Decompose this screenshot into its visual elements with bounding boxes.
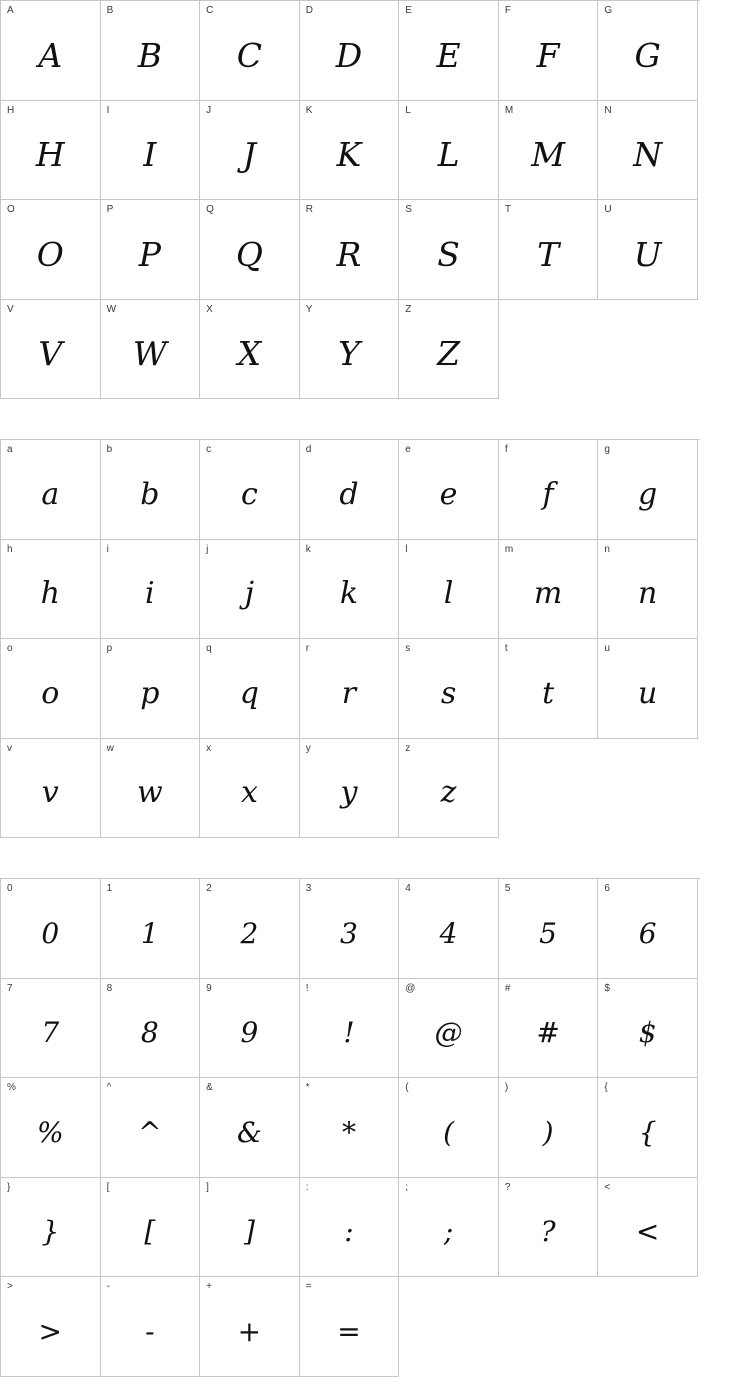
- glyph-code-label: ?: [504, 1181, 511, 1193]
- glyph-cell[interactable]: [598, 1078, 698, 1178]
- glyph-sample: Z: [437, 334, 460, 374]
- glyph-cell[interactable]: [598, 979, 698, 1079]
- glyph-code-label: R: [305, 204, 313, 215]
- glyph-cell[interactable]: [300, 1078, 400, 1178]
- glyph-code-label: j: [206, 543, 209, 555]
- glyph-sample: C: [236, 35, 263, 75]
- glyph-sample: g: [638, 476, 658, 512]
- glyph-sample: k: [339, 576, 359, 612]
- glyph-sample: 1: [140, 916, 159, 950]
- glyph-cell[interactable]: [101, 1178, 201, 1278]
- glyph-sample: -: [145, 1314, 155, 1348]
- glyph-sample: ;: [443, 1215, 454, 1249]
- glyph-sample: J: [242, 135, 257, 175]
- glyph-code-label: N: [604, 104, 612, 116]
- glyph-sample: <: [635, 1215, 660, 1249]
- glyph-code-label: J: [206, 104, 212, 116]
- glyph-cell[interactable]: [101, 200, 201, 300]
- glyph-sample: }: [41, 1215, 60, 1249]
- lowercase-glyph-grid: [0, 439, 700, 838]
- glyph-sample: #: [536, 1016, 560, 1050]
- glyph-sample: i: [145, 576, 155, 612]
- glyph-code-label: L: [405, 104, 411, 116]
- glyph-code-label: >: [7, 1281, 13, 1292]
- glyph-sample: 2: [240, 916, 259, 950]
- glyph-code-label: f: [504, 444, 508, 455]
- glyph-cell[interactable]: [1, 1, 101, 101]
- glyph-code-label: Y: [305, 303, 313, 315]
- glyph-code-label: x: [206, 742, 212, 754]
- glyph-cell[interactable]: [200, 200, 300, 300]
- glyph-cell[interactable]: [200, 540, 300, 640]
- glyph-sample: T: [537, 234, 560, 274]
- glyph-cell[interactable]: [1, 1277, 101, 1377]
- glyph-sample: @: [434, 1016, 463, 1050]
- glyph-cell[interactable]: [598, 1178, 698, 1278]
- glyph-sample: !: [343, 1016, 355, 1050]
- glyph-cell[interactable]: [499, 540, 599, 640]
- glyph-code-label: A: [7, 5, 14, 16]
- glyph-code-label: 7: [7, 982, 13, 994]
- glyph-code-label: z: [405, 742, 411, 754]
- glyph-code-label: P: [106, 204, 114, 215]
- glyph-code-label: y: [305, 742, 311, 754]
- glyph-cell[interactable]: [399, 540, 499, 640]
- glyph-sample: O: [36, 234, 64, 274]
- glyph-code-label: s: [405, 643, 411, 654]
- glyph-sample: M: [531, 135, 565, 175]
- glyph-cell[interactable]: [598, 1, 698, 101]
- glyph-sample: %: [36, 1115, 64, 1149]
- glyph-cell[interactable]: [499, 979, 599, 1079]
- glyph-code-label: 8: [106, 982, 113, 994]
- glyph-code-label: !: [305, 982, 309, 994]
- glyph-cell[interactable]: [101, 639, 201, 739]
- glyph-sample: y: [340, 775, 358, 811]
- glyph-cell[interactable]: [399, 300, 499, 400]
- glyph-sample: Y: [338, 334, 360, 374]
- glyph-sample: {: [638, 1115, 657, 1149]
- glyph-sample: A: [38, 35, 63, 75]
- glyph-cell[interactable]: [598, 200, 698, 300]
- glyph-code-label: I: [106, 104, 110, 116]
- glyph-cell[interactable]: [499, 879, 599, 979]
- glyph-code-label: Z: [405, 303, 412, 315]
- glyph-sample: r: [341, 675, 357, 711]
- glyph-code-label: i: [106, 543, 109, 555]
- glyph-code-label: $: [604, 982, 610, 994]
- glyph-sample: =: [337, 1314, 361, 1348]
- glyph-code-label: 1: [106, 883, 113, 894]
- glyph-cell[interactable]: [200, 300, 300, 400]
- glyph-cell[interactable]: [101, 300, 201, 400]
- glyph-code-label: {: [604, 1082, 608, 1093]
- glyph-sample: 5: [539, 916, 557, 950]
- glyph-sample: u: [637, 675, 658, 711]
- glyph-cell[interactable]: [200, 639, 300, 739]
- glyph-code-label: t: [504, 643, 508, 654]
- glyph-cell[interactable]: [200, 879, 300, 979]
- glyph-code-label: ;: [405, 1181, 409, 1193]
- glyph-code-label: 0: [7, 883, 13, 894]
- glyph-code-label: K: [305, 104, 313, 116]
- glyph-code-label: *: [305, 1082, 310, 1093]
- glyph-cell[interactable]: [1, 739, 101, 839]
- glyph-cell[interactable]: [1, 1178, 101, 1278]
- glyph-code-label: o: [7, 643, 13, 654]
- glyph-cell[interactable]: [1, 979, 101, 1079]
- glyph-code-label: :: [305, 1181, 309, 1193]
- glyph-cell[interactable]: [598, 639, 698, 739]
- glyph-cell[interactable]: [200, 1277, 300, 1377]
- glyph-sample: >: [38, 1314, 63, 1348]
- glyph-sample: V: [38, 334, 63, 374]
- glyph-code-label: O: [7, 204, 15, 215]
- glyph-cell[interactable]: [300, 540, 400, 640]
- glyph-sample: Q: [235, 234, 263, 274]
- glyph-sample: n: [637, 576, 658, 612]
- glyph-code-label: F: [504, 5, 511, 16]
- glyph-sample: 9: [240, 1016, 259, 1050]
- glyph-cell[interactable]: [101, 101, 201, 201]
- glyph-code-label: v: [7, 742, 12, 754]
- glyph-cell[interactable]: [399, 979, 499, 1079]
- glyph-code-label: r: [305, 643, 310, 654]
- glyph-code-label: W: [106, 303, 117, 315]
- glyph-cell[interactable]: [1, 101, 101, 201]
- glyph-sample: G: [634, 35, 661, 75]
- glyph-sample: ]: [243, 1215, 255, 1249]
- glyph-code-label: c: [206, 444, 212, 455]
- glyph-sample: m: [533, 576, 563, 612]
- glyph-cell[interactable]: [300, 300, 400, 400]
- glyph-cell[interactable]: [1, 300, 101, 400]
- glyph-sample: F: [536, 35, 560, 75]
- glyph-cell[interactable]: [399, 440, 499, 540]
- glyph-cell[interactable]: [300, 1178, 400, 1278]
- glyph-cell[interactable]: [200, 1078, 300, 1178]
- glyph-code-label: (: [405, 1082, 409, 1093]
- glyph-sample: X: [237, 334, 262, 374]
- glyph-sample: 4: [439, 916, 458, 950]
- glyph-sample: 3: [340, 916, 358, 950]
- glyph-sample: B: [137, 35, 162, 75]
- glyph-sample: x: [240, 775, 258, 811]
- glyph-sample: :: [344, 1215, 354, 1249]
- glyph-cell[interactable]: [300, 979, 400, 1079]
- glyph-code-label: =: [305, 1281, 312, 1292]
- glyph-code-label: k: [305, 543, 311, 555]
- glyph-cell[interactable]: [399, 1, 499, 101]
- glyph-cell[interactable]: [101, 1, 201, 101]
- glyph-cell[interactable]: [200, 739, 300, 839]
- glyph-sample: 0: [41, 916, 60, 950]
- glyph-cell[interactable]: [300, 440, 400, 540]
- glyph-sample: 8: [140, 1016, 159, 1050]
- glyph-sample: h: [40, 576, 60, 612]
- glyph-code-label: ^: [106, 1082, 112, 1093]
- glyph-sample: S: [437, 234, 460, 274]
- glyph-sample: l: [443, 576, 454, 612]
- glyph-sample: W: [132, 334, 167, 374]
- glyph-sample: +: [237, 1314, 262, 1348]
- glyph-cell[interactable]: [598, 540, 698, 640]
- glyph-sample: e: [439, 476, 458, 512]
- glyph-sample: v: [41, 775, 59, 811]
- glyph-code-label: w: [106, 742, 114, 754]
- glyph-cell[interactable]: [300, 101, 400, 201]
- glyph-cell[interactable]: [101, 1277, 201, 1377]
- glyph-code-label: l: [405, 543, 408, 555]
- glyph-code-label: 3: [305, 883, 312, 894]
- glyph-code-label: M: [504, 104, 514, 116]
- glyph-cell[interactable]: [1, 639, 101, 739]
- glyph-sample: D: [335, 35, 363, 75]
- glyph-cell[interactable]: [1, 200, 101, 300]
- glyph-code-label: Q: [206, 204, 214, 215]
- glyph-sample: 7: [41, 1016, 60, 1050]
- glyph-cell[interactable]: [598, 440, 698, 540]
- glyph-cell[interactable]: [101, 879, 201, 979]
- glyph-cell[interactable]: [598, 879, 698, 979]
- glyph-sample: P: [138, 234, 161, 274]
- glyph-code-label: ]: [206, 1181, 209, 1193]
- glyph-sample: E: [436, 35, 461, 75]
- glyph-cell[interactable]: [300, 639, 400, 739]
- glyph-code-label: 2: [206, 883, 212, 894]
- glyph-code-label: H: [7, 104, 15, 116]
- glyph-code-label: D: [305, 5, 313, 16]
- glyph-code-label: g: [604, 444, 610, 455]
- glyph-cell[interactable]: [300, 1, 400, 101]
- glyph-sample: (: [443, 1115, 454, 1149]
- glyph-sample: a: [41, 476, 60, 512]
- glyph-sample: w: [137, 775, 163, 811]
- glyph-sample: s: [440, 675, 457, 711]
- glyph-cell[interactable]: [101, 739, 201, 839]
- glyph-code-label: a: [7, 444, 13, 455]
- glyph-code-label: %: [7, 1082, 16, 1093]
- glyph-cell[interactable]: [499, 200, 599, 300]
- glyph-cell[interactable]: [300, 200, 400, 300]
- glyph-cell[interactable]: [499, 101, 599, 201]
- glyph-code-label: C: [206, 5, 214, 16]
- glyph-cell[interactable]: [399, 1178, 499, 1278]
- glyph-sample: j: [244, 576, 255, 612]
- glyph-sample: U: [633, 234, 662, 274]
- glyph-cell[interactable]: [399, 200, 499, 300]
- glyph-code-label: ): [504, 1082, 509, 1093]
- glyph-code-label: +: [206, 1281, 212, 1292]
- glyph-sample: b: [140, 476, 160, 512]
- glyph-cell[interactable]: [300, 1277, 400, 1377]
- glyph-cell[interactable]: [1, 879, 101, 979]
- glyph-cell[interactable]: [1, 1078, 101, 1178]
- glyph-cell[interactable]: [1, 440, 101, 540]
- glyph-code-label: }: [7, 1181, 11, 1193]
- glyph-cell[interactable]: [200, 101, 300, 201]
- glyph-code-label: m: [504, 543, 514, 555]
- glyph-sample: p: [140, 675, 160, 711]
- glyph-code-label: X: [206, 303, 213, 315]
- glyph-code-label: &: [206, 1082, 213, 1093]
- glyph-cell[interactable]: [200, 440, 300, 540]
- glyph-code-label: q: [206, 643, 212, 654]
- section-divider-1: [0, 399, 740, 439]
- glyph-cell[interactable]: [598, 101, 698, 201]
- glyph-cell[interactable]: [399, 739, 499, 839]
- glyph-cell[interactable]: [399, 1078, 499, 1178]
- glyph-code-label: 4: [405, 883, 411, 894]
- symbols-glyph-grid: [0, 878, 700, 1377]
- glyph-code-label: -: [106, 1281, 110, 1292]
- glyph-code-label: V: [7, 303, 14, 315]
- glyph-cell[interactable]: [300, 739, 400, 839]
- glyph-code-label: E: [405, 5, 412, 16]
- glyph-sample: $: [638, 1016, 657, 1050]
- glyph-sample: L: [437, 135, 460, 175]
- glyph-code-label: e: [405, 444, 411, 455]
- glyph-sample: ?: [540, 1215, 556, 1249]
- glyph-code-label: b: [106, 444, 113, 455]
- glyph-sample: d: [339, 476, 359, 512]
- glyph-code-label: [: [106, 1181, 110, 1193]
- glyph-sample: R: [336, 234, 362, 274]
- glyph-code-label: #: [504, 982, 511, 994]
- glyph-cell[interactable]: [399, 101, 499, 201]
- glyph-code-label: S: [405, 204, 412, 215]
- glyph-cell[interactable]: [499, 1, 599, 101]
- glyph-sample: *: [341, 1115, 356, 1149]
- glyph-code-label: T: [504, 204, 511, 215]
- glyph-code-label: U: [604, 204, 612, 215]
- glyph-cell[interactable]: [101, 1078, 201, 1178]
- glyph-sample: I: [143, 135, 157, 175]
- glyph-sample: o: [41, 675, 60, 711]
- glyph-code-label: <: [604, 1181, 611, 1193]
- glyph-sample: [: [144, 1215, 156, 1249]
- glyph-code-label: 9: [206, 982, 212, 994]
- glyph-code-label: u: [604, 643, 610, 654]
- glyph-cell[interactable]: [101, 979, 201, 1079]
- glyph-cell[interactable]: [101, 440, 201, 540]
- glyph-sample: z: [440, 775, 457, 811]
- glyph-cell[interactable]: [101, 540, 201, 640]
- glyph-code-label: n: [604, 543, 610, 555]
- glyph-code-label: @: [405, 982, 416, 994]
- glyph-code-label: B: [106, 5, 114, 16]
- uppercase-glyph-grid: [0, 0, 700, 399]
- glyph-code-label: d: [305, 444, 312, 455]
- glyph-cell[interactable]: [499, 1178, 599, 1278]
- glyph-cell[interactable]: [499, 440, 599, 540]
- glyph-sample: c: [241, 476, 258, 512]
- glyph-sample: K: [336, 135, 362, 175]
- glyph-sample: f: [542, 476, 554, 512]
- glyph-sample: 6: [638, 916, 657, 950]
- glyph-sample: &: [236, 1115, 262, 1149]
- glyph-cell[interactable]: [1, 540, 101, 640]
- glyph-sample: q: [239, 675, 260, 711]
- glyph-sample: ): [542, 1115, 554, 1149]
- glyph-sample: N: [633, 135, 663, 175]
- glyph-cell[interactable]: [499, 639, 599, 739]
- glyph-cell[interactable]: [399, 879, 499, 979]
- glyph-code-label: 6: [604, 883, 610, 894]
- glyph-cell[interactable]: [200, 1, 300, 101]
- section-divider-2: [0, 838, 740, 878]
- glyph-code-label: 5: [504, 883, 511, 894]
- glyph-sample: t: [542, 675, 555, 711]
- glyph-cell[interactable]: [300, 879, 400, 979]
- glyph-sample: H: [35, 135, 65, 175]
- glyph-sample: ^: [138, 1115, 162, 1149]
- glyph-code-label: G: [604, 5, 613, 16]
- glyph-cell[interactable]: [399, 639, 499, 739]
- glyph-code-label: h: [7, 543, 13, 555]
- glyph-cell[interactable]: [499, 1078, 599, 1178]
- glyph-code-label: p: [106, 643, 113, 654]
- glyph-cell[interactable]: [200, 979, 300, 1079]
- glyph-cell[interactable]: [200, 1178, 300, 1278]
